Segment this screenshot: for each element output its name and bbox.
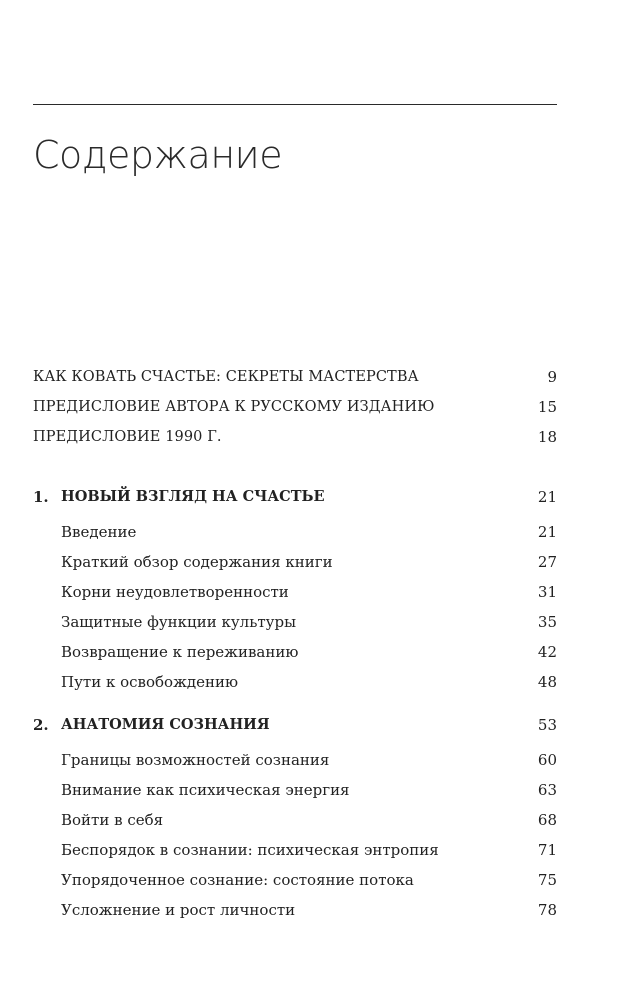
section-page: 31	[537, 583, 557, 601]
section-title: Усложнение и рост личности	[61, 901, 296, 919]
section-page: 75	[537, 871, 557, 889]
toc-section-1-2[interactable]	[33, 549, 557, 575]
section-title: Защитные функции культуры	[61, 613, 297, 631]
section-page: 71	[537, 841, 557, 859]
section-title: Корни неудовлетворенности	[61, 583, 289, 601]
section-page: 42	[537, 643, 557, 661]
toc-entry-page: 15	[537, 398, 557, 416]
section-page: 21	[537, 523, 557, 541]
toc-entry-page: 9	[547, 368, 557, 386]
toc-section-1-6[interactable]	[33, 669, 557, 695]
toc-entry-title: КАК КОВАТЬ СЧАСТЬЕ: СЕКРЕТЫ МАСТЕРСТВА	[33, 369, 419, 385]
section-page: 60	[537, 751, 557, 769]
chapter-page: 53	[537, 716, 557, 734]
chapter-title: НОВЫЙ ВЗГЛЯД НА СЧАСТЬЕ	[61, 488, 325, 505]
toc-chapter-2[interactable]	[33, 712, 557, 738]
section-page: 63	[537, 781, 557, 799]
toc-section-2-1[interactable]	[33, 747, 557, 773]
toc-chapter-heading	[33, 712, 270, 738]
toc-section-2-3[interactable]	[33, 807, 557, 833]
toc-entry-front-3[interactable]	[33, 424, 557, 450]
toc-entry-page: 18	[537, 428, 557, 446]
section-title: Введение	[61, 523, 137, 541]
section-title: Возвращение к переживанию	[61, 643, 299, 661]
toc-entry-title: ПРЕДИСЛОВИЕ АВТОРА К РУССКОМУ ИЗДАНИЮ	[33, 399, 435, 415]
toc-chapter-heading	[33, 484, 325, 510]
toc-entry-front-1[interactable]	[33, 364, 557, 390]
toc-section-2-6[interactable]	[33, 897, 557, 923]
section-title: Границы возможностей сознания	[61, 751, 330, 769]
section-page: 27	[537, 553, 557, 571]
toc-entry-title: ПРЕДИСЛОВИЕ 1990 Г.	[33, 429, 222, 445]
chapter-number: 2.	[33, 716, 49, 734]
toc-section-1-1[interactable]	[33, 519, 557, 545]
section-title: Пути к освобождению	[61, 673, 239, 691]
section-page: 68	[537, 811, 557, 829]
section-title: Беспорядок в сознании: психическая энтропия	[61, 841, 439, 859]
section-title: Войти в себя	[61, 811, 164, 829]
section-title: Краткий обзор содержания книги	[61, 553, 333, 571]
page-title: Содержание	[33, 133, 283, 177]
chapter-page: 21	[537, 488, 557, 506]
toc-chapter-1[interactable]	[33, 484, 557, 510]
toc-section-1-5[interactable]	[33, 639, 557, 665]
toc-section-2-2[interactable]	[33, 777, 557, 803]
section-page: 48	[537, 673, 557, 691]
toc-section-2-5[interactable]	[33, 867, 557, 893]
table-of-contents	[33, 0, 557, 1000]
toc-section-2-4[interactable]	[33, 837, 557, 863]
toc-entry-front-2[interactable]	[33, 394, 557, 420]
section-page: 35	[537, 613, 557, 631]
toc-section-1-4[interactable]	[33, 609, 557, 635]
section-page: 78	[537, 901, 557, 919]
chapter-title: АНАТОМИЯ СОЗНАНИЯ	[61, 716, 270, 733]
toc-section-1-3[interactable]	[33, 579, 557, 605]
section-title: Внимание как психическая энергия	[61, 781, 350, 799]
section-title: Упорядоченное сознание: состояние потока	[61, 871, 414, 889]
chapter-number: 1.	[33, 488, 49, 506]
